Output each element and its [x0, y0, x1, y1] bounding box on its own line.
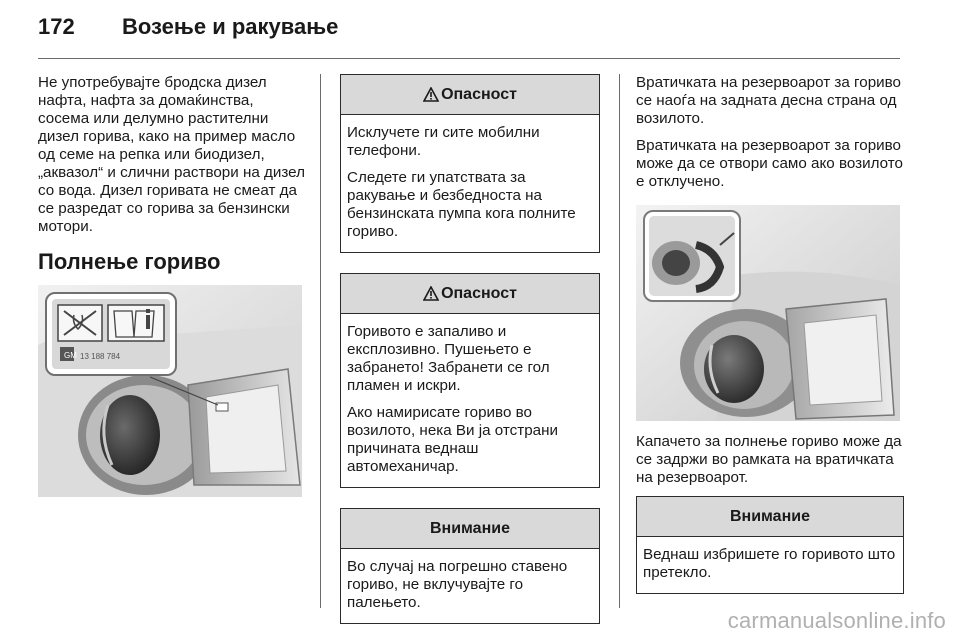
page-header — [38, 14, 338, 46]
caution-box-2-text: Веднаш избришете го горивото што претекло. — [643, 546, 896, 581]
danger-box-2-text-1: Горивото е запаливо и експлозивно. Пушењето е забрането! Забранети се гол пламен и искри. — [347, 323, 550, 394]
refuelling-heading: Полнење гориво — [38, 249, 221, 274]
fuel-door-label-figure — [38, 285, 302, 497]
caution-box-2-header — [637, 497, 903, 537]
danger-box-1-title: Опасност — [441, 85, 517, 103]
header-divider — [38, 58, 900, 59]
danger-box-2 — [340, 273, 600, 488]
caution-box-1 — [340, 508, 600, 624]
column-3 — [636, 74, 904, 614]
caution-box-2 — [636, 496, 904, 594]
fuel-cap-illustration — [636, 205, 900, 421]
caution-box-1-header — [341, 509, 599, 549]
section-title: Возење и ракување — [122, 14, 339, 39]
danger-box-2-header — [341, 274, 599, 314]
danger-box-2-text-2: Ако намирисате гориво во возилото, нека Ви ја отстрани причината веднаш автомеханичар. — [347, 404, 559, 475]
warning-icon — [423, 87, 439, 102]
column-2 — [340, 74, 600, 642]
column-divider-2 — [619, 74, 620, 608]
danger-box-2-title: Опасност — [441, 284, 517, 302]
fuel-door-label-illustration — [38, 285, 302, 497]
intro-paragraph: Не употребувајте бродска дизел нафта, нафта за домаќинства, сосема или делумно растителни дизел горива, како на пример масло од семе на репка или биодизел, „аквазол“ и слични раствори на дизел со вода. Дизел горивата не смеат да се разредат со горива за бензински мотори. — [38, 74, 305, 235]
caution-box-1-title: Внимание — [430, 519, 510, 537]
caution-box-1-text: Во случај на погрешно ставено гориво, не вклучувајте го палењето. — [347, 558, 568, 611]
fuel-cap-figure — [636, 205, 900, 421]
page-number: 172 — [38, 14, 75, 39]
danger-box-1-header — [341, 75, 599, 115]
watermark: carmanualsonline.info — [727, 608, 946, 633]
caution-box-2-title: Внимание — [730, 507, 810, 525]
column-divider-1 — [320, 74, 321, 608]
fuel-door-unlock-paragraph: Вратичката на резервоарот за гориво може да се отвори само ако возилото е отклучено. — [636, 137, 903, 190]
danger-box-1-text-1: Исклучете ги сите мобилни телефони. — [347, 124, 540, 159]
fuel-door-location-paragraph: Вратичката на резервоарот за гориво се наоѓа на задната десна страна од возилото. — [636, 74, 901, 127]
danger-box-1 — [340, 74, 600, 253]
danger-box-1-text-2: Следете ги упатствата за ракување и безбедноста на бензинската пумпа кога полните гориво. — [347, 169, 576, 240]
column-1 — [38, 74, 308, 497]
figure-part-number: 13 188 784 — [80, 352, 121, 361]
warning-icon — [423, 286, 439, 301]
svg-text:GM: GM — [64, 351, 77, 360]
fuel-cap-caption: Капачето за полнење гориво може да се задржи во рамката на вратичката на резервоарот. — [636, 433, 902, 486]
